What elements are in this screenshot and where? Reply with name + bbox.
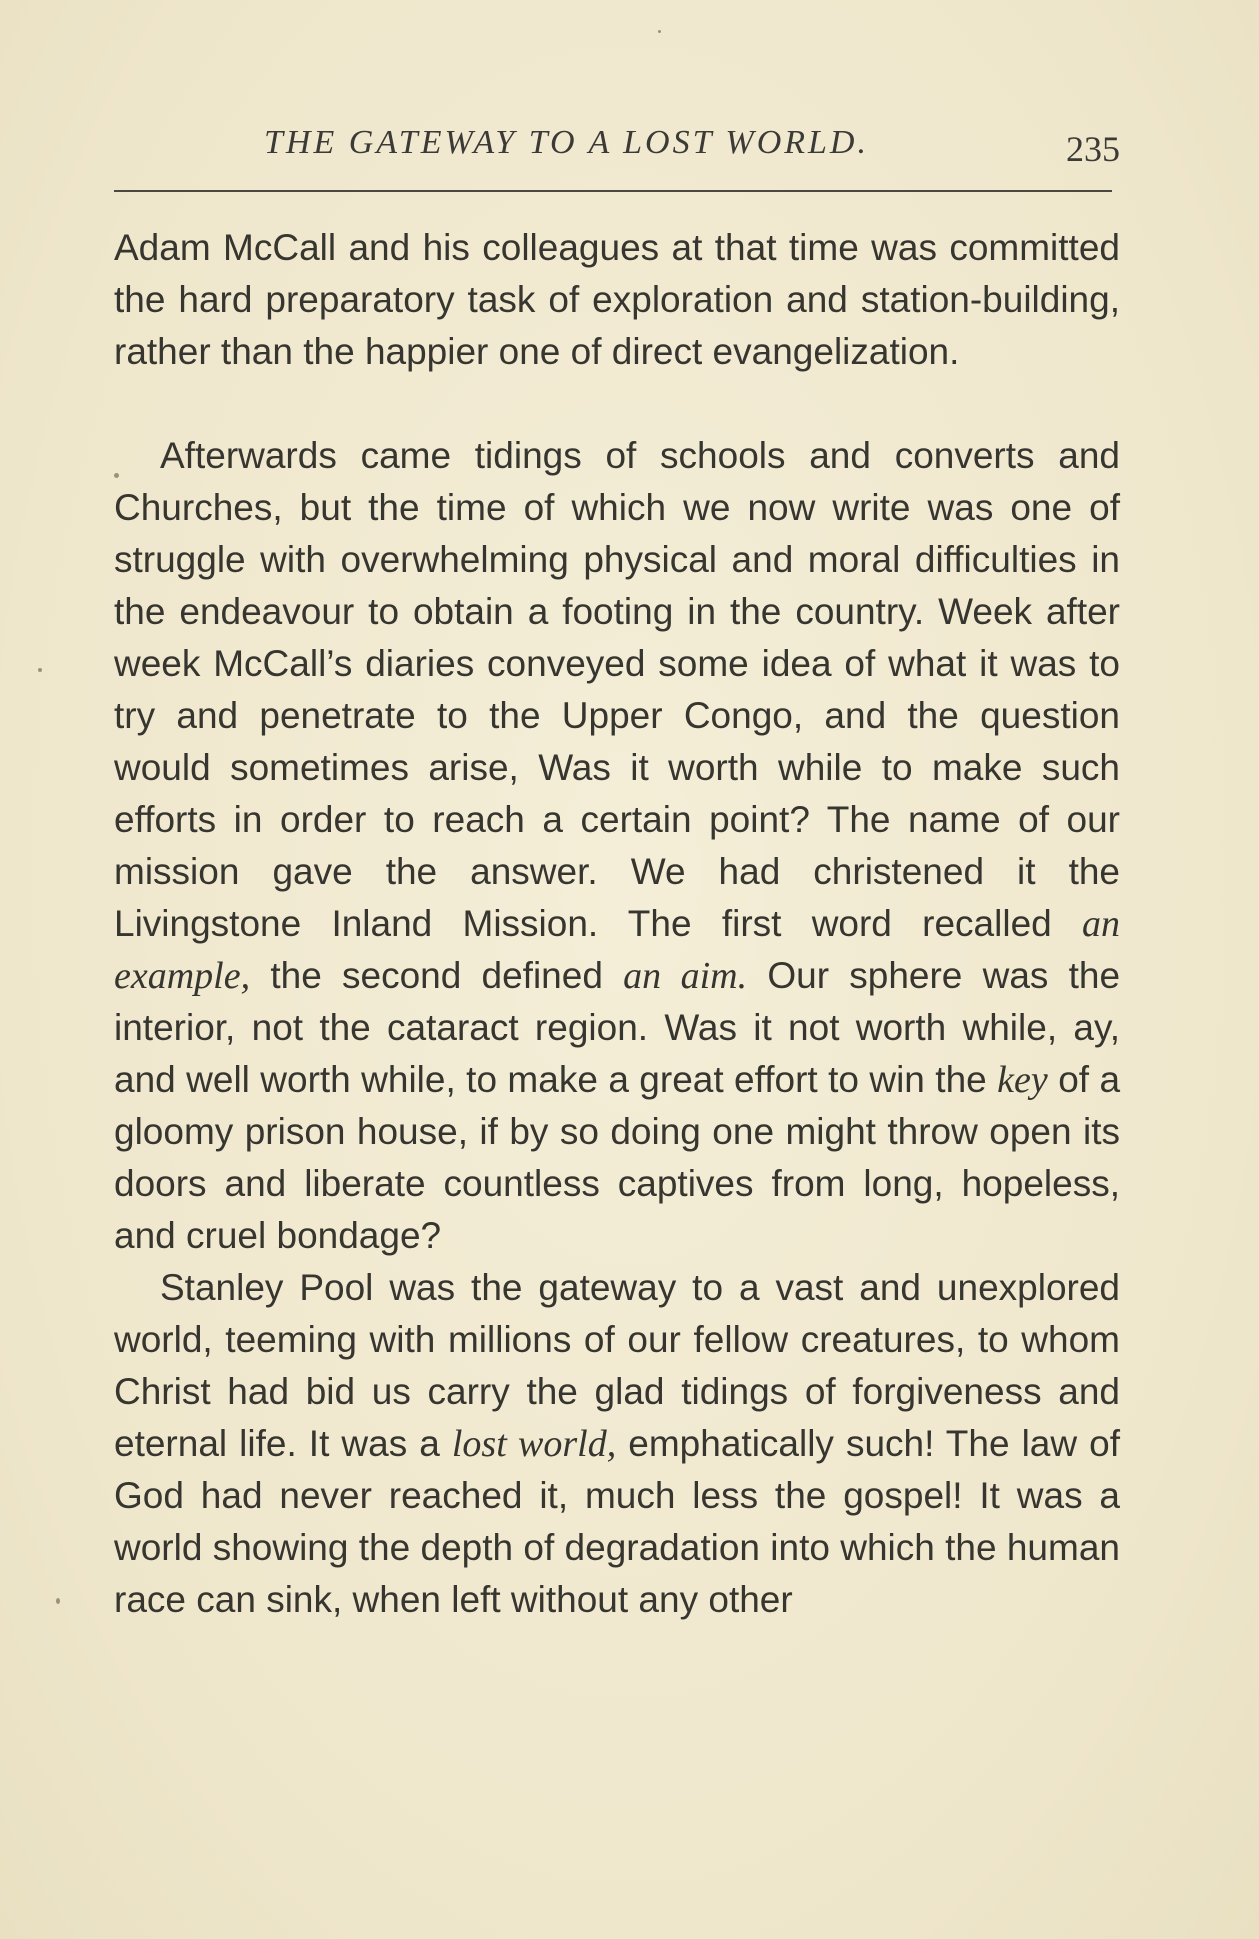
paragraph-3 <box>114 1262 1120 1626</box>
paper-speck <box>38 668 42 672</box>
paragraph-1-text: Adam McCall and his colleagues at that time was committed the hard preparatory task of exploration and station-building, rather than the happier one of direct evangelization. <box>114 227 1120 372</box>
paragraph-3-text-a: Stanley Pool was the gateway to a vast and unexplored world, teeming with millions of our fellow creatures, to whom Christ had bid us carry the glad tidings of forgiveness and eternal life. It was a <box>114 1267 1120 1464</box>
paragraph-2-text-a: Afterwards came tidings of schools and converts and Churches, but the time of which we now write was one of struggle with overwhelming physical and moral difficulties in the endeavour to obtain a footing in the country. Week after week McCall’s diaries conveyed some idea of what it was to try and penetrate to the Upper Congo, and the question would sometimes arise, Was it worth while to make such efforts in order to reach a certain point? The name of our mission gave the answer. We had christened it the Livingstone Inland Mission. The first word recalled <box>114 435 1120 944</box>
paragraph-2-emphasis-3: key <box>997 1059 1048 1101</box>
paragraph-2 <box>114 430 1120 1262</box>
paragraph-2-text-d: of a gloomy prison house, if by so doing one might throw open its doors and liberate countless captives from long, hopeless, and cruel bondage? <box>114 1059 1121 1256</box>
paragraph-2-text-b: the second defined <box>270 955 603 996</box>
paragraph-1 <box>114 222 1120 378</box>
running-title: THE GATEWAY TO A LOST WORLD. <box>264 124 869 161</box>
paragraph-2-text-c: Our sphere was the interior, not the cataract region. Was it not worth while, ay, and well worth while, to make a great effort to win the <box>114 955 1121 1100</box>
paper-speck <box>114 473 119 478</box>
page-number: 235 <box>1066 129 1120 169</box>
paragraph-3-emphasis-1: lost world, <box>451 1423 617 1465</box>
body-text <box>114 222 1120 1626</box>
page-header <box>114 124 1120 184</box>
paper-speck <box>658 30 661 33</box>
header-rule <box>114 190 1112 192</box>
paragraph-3-text-b: emphatically such! The law of God had never reached it, much less the gospel! It was a world showing the depth of degradation into which the human race can sink, when left without any other <box>114 1423 1120 1620</box>
paragraph-2-emphasis-2: an aim. <box>623 955 748 997</box>
paper-speck <box>56 1598 60 1604</box>
paragraph-2-emphasis-1: an example, <box>114 903 1120 997</box>
